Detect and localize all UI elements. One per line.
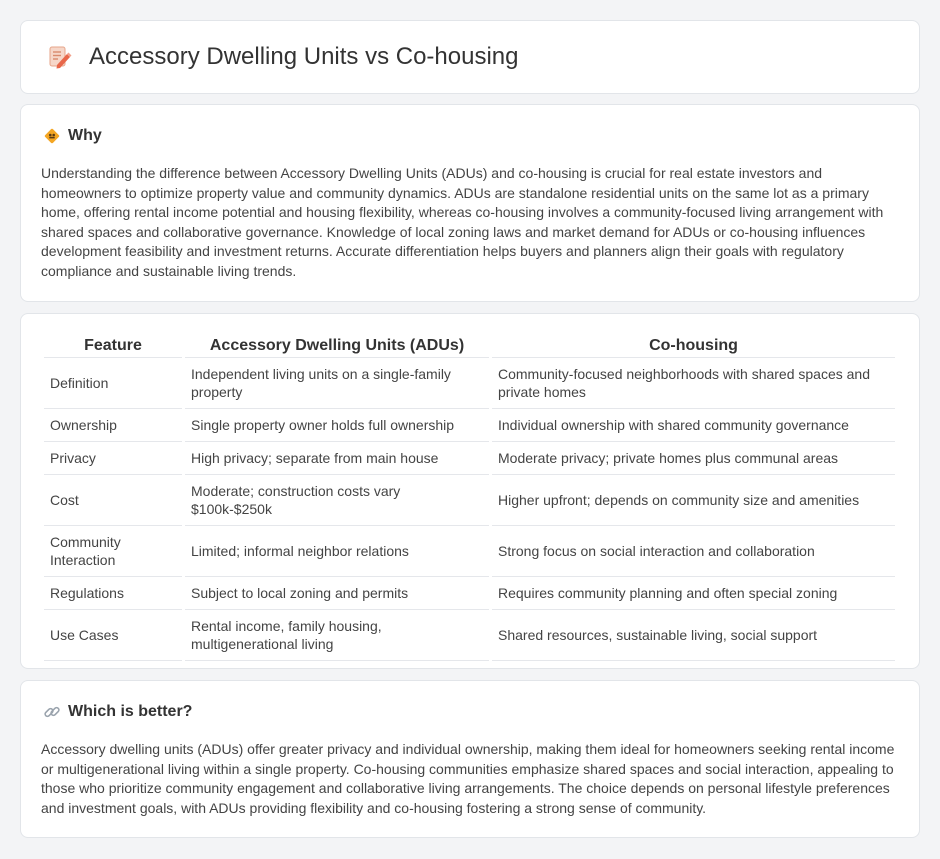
cell-feature: Definition	[44, 358, 182, 409]
link-icon	[43, 703, 61, 721]
table-row	[44, 475, 895, 526]
better-card	[20, 680, 920, 838]
cell-adus: High privacy; separate from main house	[185, 442, 489, 475]
title-card	[20, 20, 920, 94]
cell-feature: Ownership	[44, 409, 182, 442]
table-row	[44, 442, 895, 475]
header-adus: Accessory Dwelling Units (ADUs)	[185, 334, 489, 358]
cell-feature: Community Interaction	[44, 526, 182, 577]
cell-feature: Cost	[44, 475, 182, 526]
why-card	[20, 104, 920, 302]
cell-feature: Use Cases	[44, 610, 182, 661]
cell-cohousing: Shared resources, sustainable living, social support	[492, 610, 895, 661]
table-row	[44, 409, 895, 442]
cell-adus: Independent living units on a single-family property	[185, 358, 489, 409]
header-cohousing: Co-housing	[492, 334, 895, 358]
table-header-row	[44, 334, 895, 358]
why-title: Why	[68, 127, 102, 144]
better-text: Accessory dwelling units (ADUs) offer greater privacy and individual ownership, making them ideal for homeowners seeking rental income or multigenerational living within a single property. Co-housing communities emphasize shared spaces and social interaction, appealing to those who prioritize community engagement and collaborative living arrangements. The choice depends on personal lifestyle preferences and investment goals, with ADUs providing flexibility and co-housing fostering a strong sense of community.	[41, 741, 895, 816]
cell-cohousing: Strong focus on social interaction and collaboration	[492, 526, 895, 577]
comparison-table	[41, 334, 898, 661]
document-pencil-icon	[45, 43, 73, 71]
cell-cohousing: Requires community planning and often special zoning	[492, 577, 895, 610]
cell-adus: Rental income, family housing, multigenerational living	[185, 610, 489, 661]
cell-cohousing: Moderate privacy; private homes plus communal areas	[492, 442, 895, 475]
better-title: Which is better?	[68, 703, 193, 720]
cell-adus: Moderate; construction costs vary $100k-$250k	[185, 475, 489, 526]
comparison-card	[20, 313, 920, 669]
cell-feature: Regulations	[44, 577, 182, 610]
page-title: Accessory Dwelling Units vs Co-housing	[89, 43, 519, 70]
diamond-sign-icon	[43, 127, 61, 145]
cell-adus: Subject to local zoning and permits	[185, 577, 489, 610]
table-row	[44, 526, 895, 577]
cell-cohousing: Community-focused neighborhoods with shared spaces and private homes	[492, 358, 895, 409]
table-row	[44, 358, 895, 409]
table-row	[44, 577, 895, 610]
cell-cohousing: Individual ownership with shared community governance	[492, 409, 895, 442]
cell-adus: Single property owner holds full ownership	[185, 409, 489, 442]
why-text: Understanding the difference between Accessory Dwelling Units (ADUs) and co-housing is crucial for real estate investors and homeowners to optimize property value and community dynamics. ADUs are standalone residential units on the same lot as a primary home, offering rental income potential and housing flexibility, whereas co-housing involves a community-focused living arrangement with shared spaces and collaborative governance. Knowledge of local zoning laws and market demand for ADUs or co-housing influences development feasibility and investment returns. Accurate differentiation helps buyers and planners align their goals with regulatory compliance and sustainable living trends.	[41, 165, 884, 279]
cell-feature: Privacy	[44, 442, 182, 475]
header-feature: Feature	[44, 334, 182, 358]
table-row	[44, 610, 895, 661]
cell-cohousing: Higher upfront; depends on community size and amenities	[492, 475, 895, 526]
cell-adus: Limited; informal neighbor relations	[185, 526, 489, 577]
